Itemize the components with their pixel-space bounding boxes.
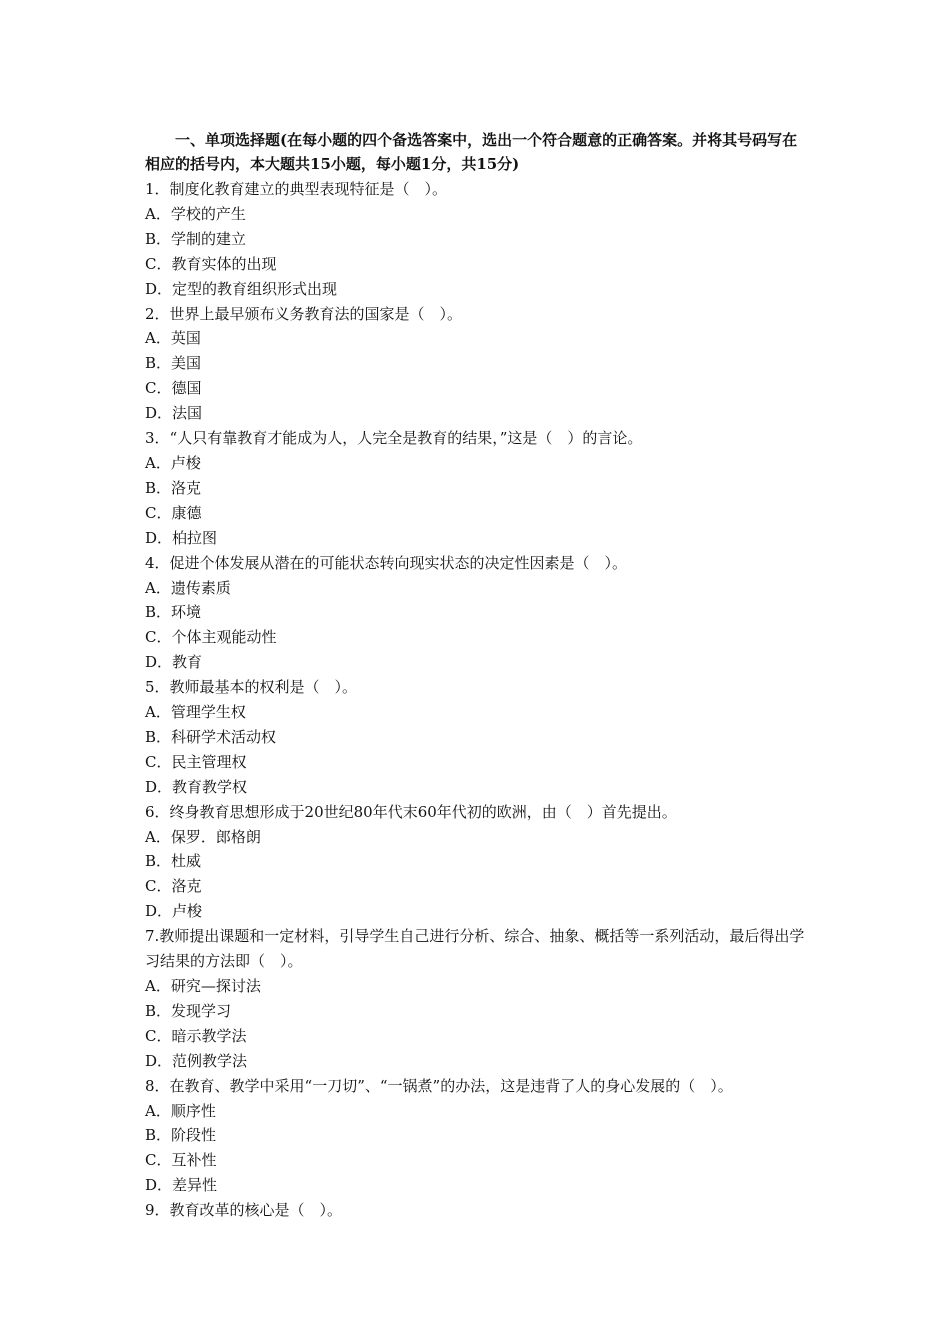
option: B．洛克 — [145, 478, 202, 497]
option: C．教育实体的出现 — [145, 254, 277, 273]
question-stem: 9．教育改革的核心是（ ）。 — [145, 1201, 343, 1220]
option: B．学制的建立 — [145, 229, 247, 248]
option: A．研究—探讨法 — [145, 977, 261, 995]
question-stem: 1．制度化教育建立的典型表现特征是（ ）。 — [145, 180, 448, 198]
document-body — [145, 128, 810, 1223]
option: D．定型的教育组织形式出现 — [145, 279, 338, 298]
option: C．暗示教学法 — [145, 1026, 247, 1045]
option: D．差异性 — [145, 1176, 218, 1195]
option: D．范例教学法 — [145, 1051, 248, 1070]
question-stem: 8．在教育、教学中采用“一刀切”、“一锅煮”的办法，这是违背了人的身心发展的（ ）。 — [145, 1076, 733, 1095]
section-heading: 一、单项选择题(在每小题的四个备选答案中，选出一个符合题意的正确答案。并将其号码写在相应的括号内，本大题共15小题，每小题1分，共15分) — [145, 131, 798, 173]
option: C．民主管理权 — [145, 752, 247, 771]
question-stem: 7.教师提出课题和一定材料，引导学生自己进行分析、综合、抽象、概括等一系列活动，最后得出学习结果的方法即（ ）。 — [145, 927, 805, 971]
option: D．卢梭 — [145, 902, 203, 921]
option: C．互补性 — [145, 1151, 217, 1170]
option: B．阶段性 — [145, 1126, 217, 1145]
option: B．科研学术活动权 — [145, 727, 277, 746]
question-stem: 2．世界上最早颁布义务教育法的国家是（ ）。 — [145, 304, 463, 323]
option: A．保罗．郎格朗 — [145, 827, 261, 846]
option: C．洛克 — [145, 877, 202, 896]
option: D．教育 — [145, 653, 203, 672]
question-stem: 4．促进个体发展从潜在的可能状态转向现实状态的决定性因素是（ ）。 — [145, 553, 628, 572]
option: A．顺序性 — [145, 1101, 216, 1120]
option: D．柏拉图 — [145, 528, 218, 547]
option: D．教育教学权 — [145, 777, 248, 796]
option: A．学校的产生 — [145, 204, 246, 223]
option: B．美国 — [145, 354, 202, 373]
option: D．法国 — [145, 404, 203, 423]
option: A．遗传素质 — [145, 578, 231, 597]
option: B．发现学习 — [145, 1001, 232, 1020]
option: C．个体主观能动性 — [145, 628, 277, 647]
option: A．管理学生权 — [145, 703, 246, 722]
option: A．英国 — [145, 329, 201, 348]
question-stem: 5．教师最基本的权利是（ ）。 — [145, 678, 358, 697]
option: B．环境 — [145, 603, 202, 622]
question-stem: 6．终身教育思想形成于20世纪80年代末60年代初的欧洲，由（ ）首先提出。 — [145, 802, 677, 821]
option: B．杜威 — [145, 852, 202, 871]
option: A．卢梭 — [145, 453, 201, 472]
question-stem: 3．“人只有靠教育才能成为人，人完全是教育的结果，”这是（ ）的言论。 — [145, 429, 643, 448]
option: C．康德 — [145, 503, 202, 522]
option: C．德国 — [145, 379, 202, 398]
